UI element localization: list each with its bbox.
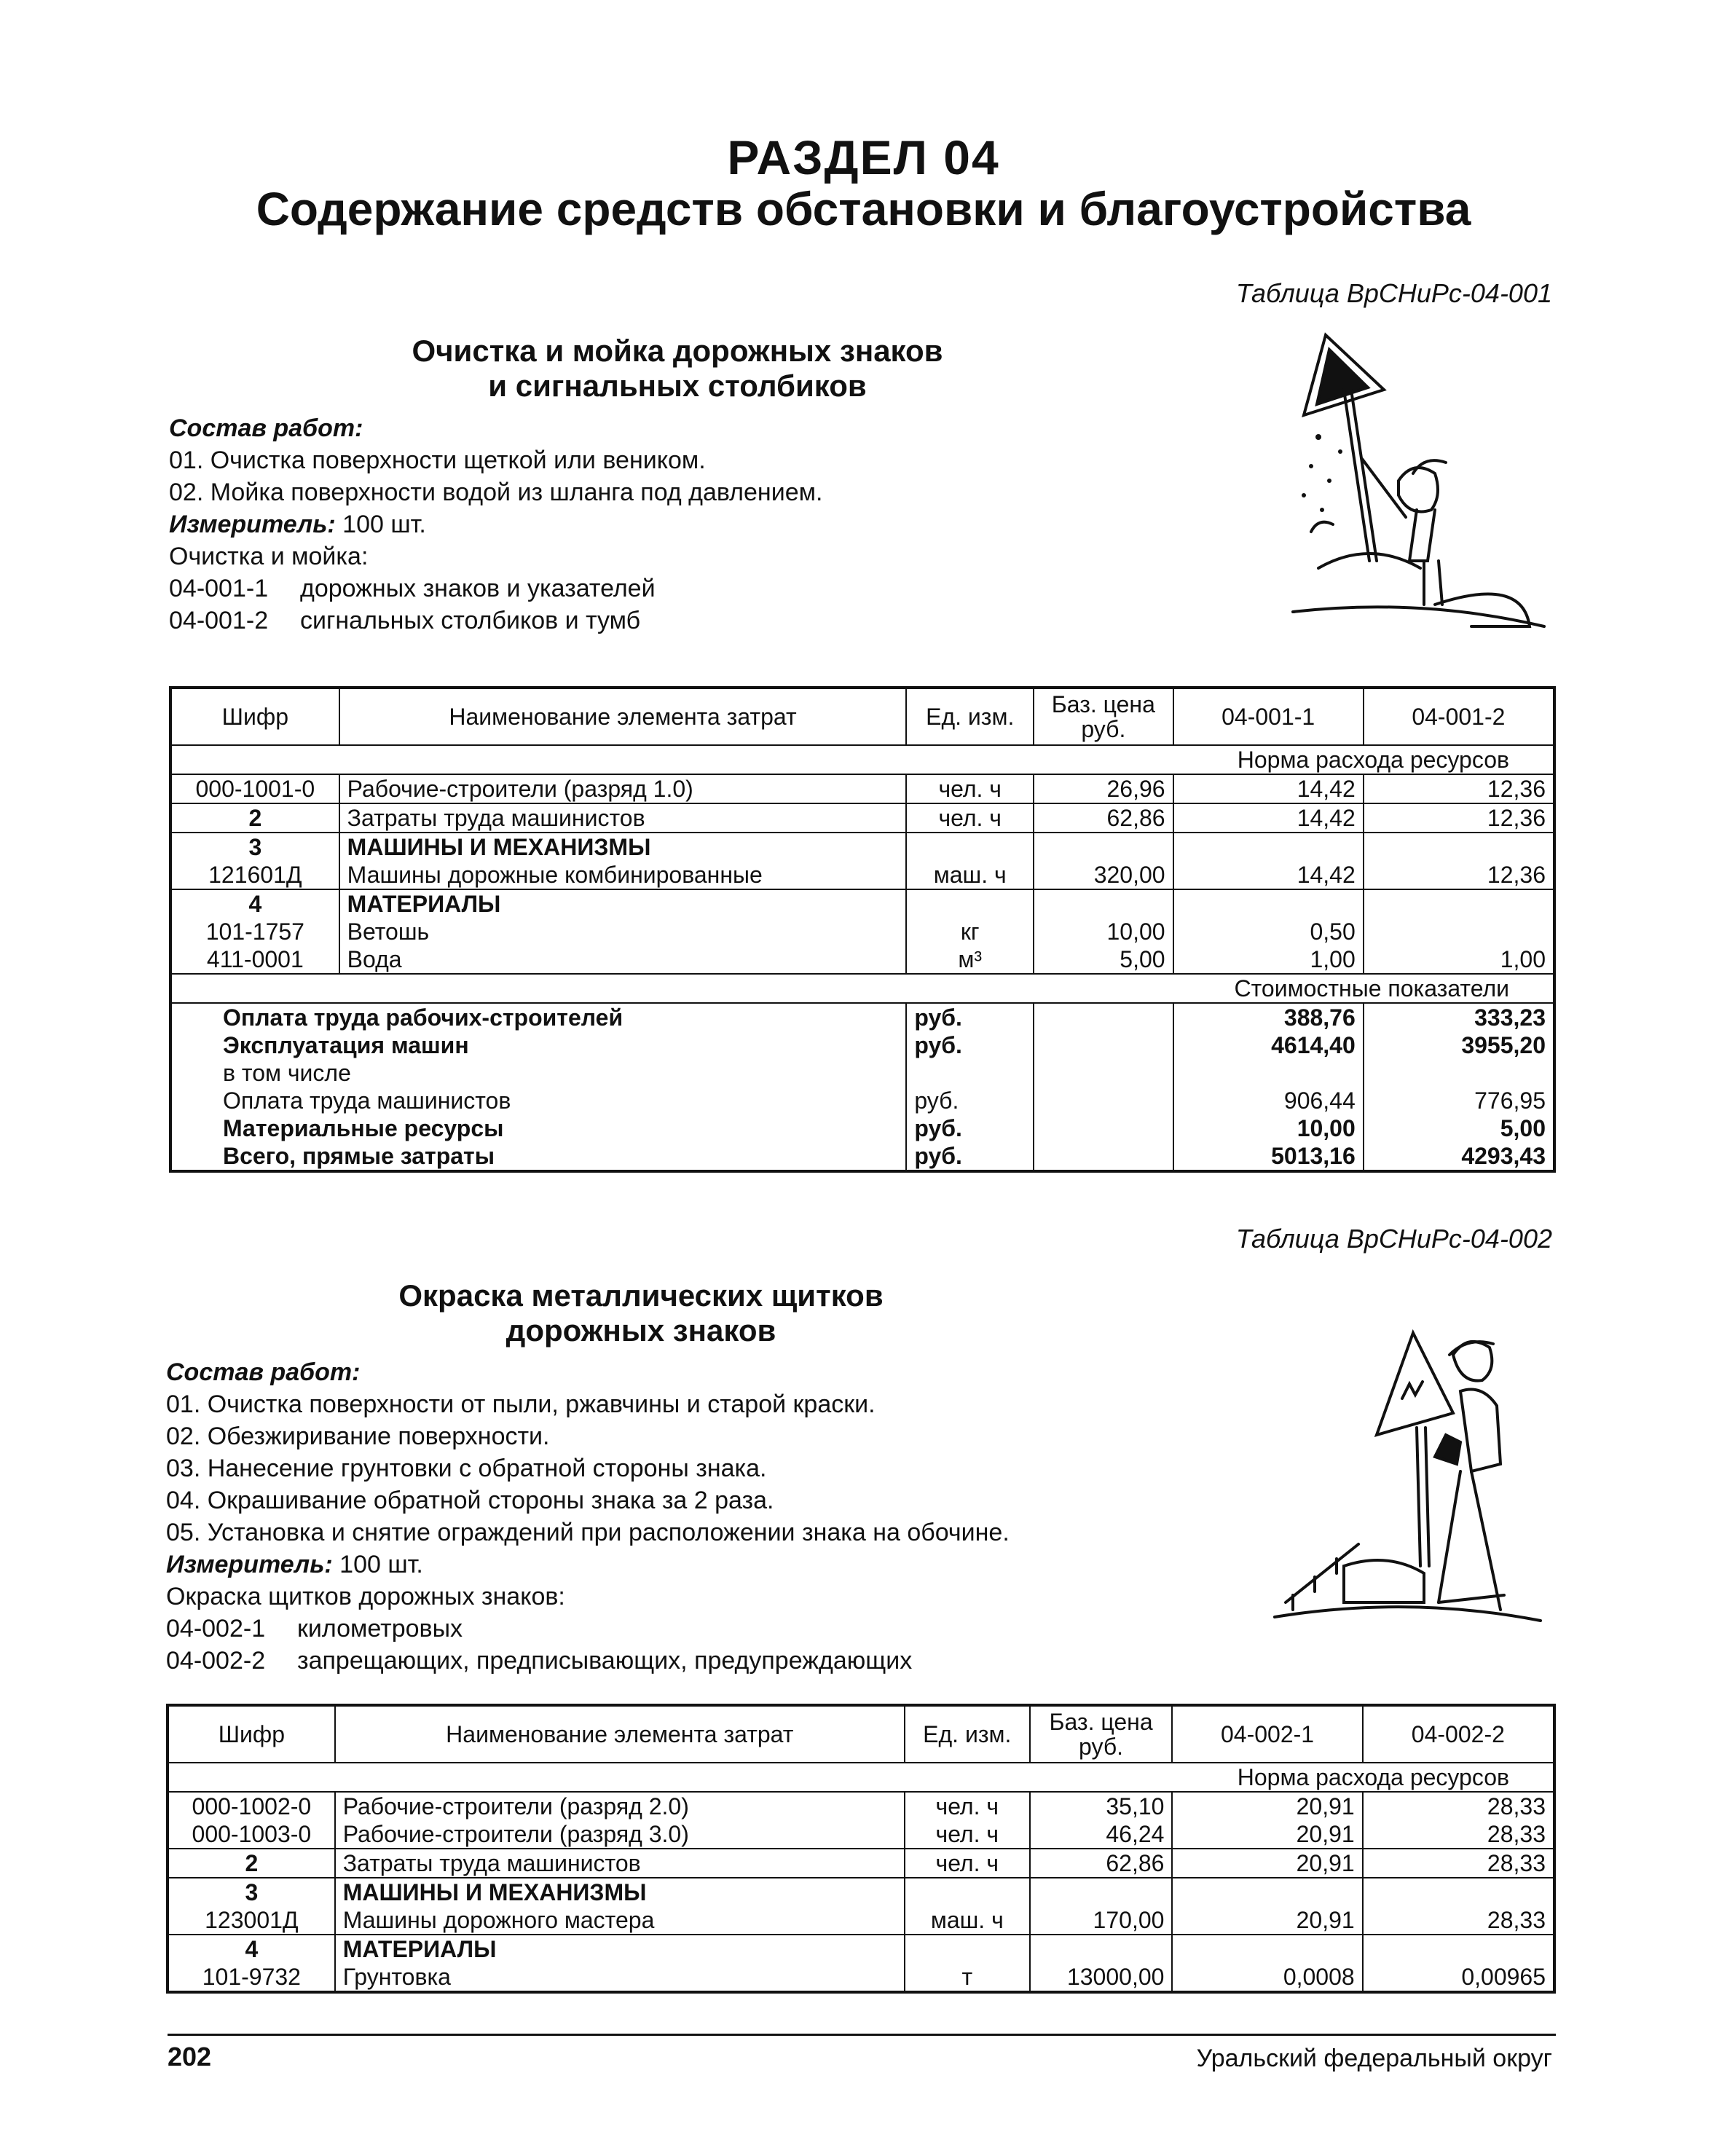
section-title: Содержание средств обстановки и благоустройства (256, 183, 1471, 235)
cost-row (170, 1087, 1554, 1114)
cost-row (170, 1142, 1554, 1171)
cost-row (170, 1114, 1554, 1142)
cell-v2: 12,36 (1364, 861, 1554, 889)
cell-name: Затраты труда машинистов (335, 1849, 905, 1878)
measure-value: 100 шт. (332, 1551, 423, 1578)
cell-v1: 20,91 (1172, 1849, 1362, 1878)
works-label: Состав работ: (166, 1358, 361, 1386)
cost-v1: 388,76 (1173, 1003, 1364, 1031)
cell-unit: т (905, 1963, 1030, 1992)
footer-divider (168, 2034, 1556, 2036)
sign-painting-illustration (1271, 1326, 1548, 1632)
cell-v2: 1,00 (1364, 945, 1554, 974)
cell-unit: м³ (906, 945, 1034, 974)
variant-text: километровых (297, 1615, 463, 1642)
cell-code: 000-1001-0 (170, 774, 339, 803)
work-item: 02. Мойка поверхности водой из шланга под давлением. (169, 479, 823, 506)
col-header-variant1: 04-001-1 (1173, 688, 1364, 745)
col-header-price: Баз. цена руб. (1034, 688, 1173, 745)
cost-v1 (1173, 1059, 1364, 1087)
cell-unit: чел. ч (906, 774, 1034, 803)
cost-unit: руб. (906, 1003, 1034, 1031)
col-header-code: Шифр (168, 1705, 335, 1763)
cost-price (1034, 1003, 1173, 1031)
works-label: Состав работ: (169, 414, 363, 442)
cell-price (1034, 889, 1173, 918)
table-row (168, 1820, 1554, 1849)
table-row (170, 833, 1554, 861)
cell-v1: 14,42 (1173, 861, 1364, 889)
table-row (168, 1849, 1554, 1878)
cell-price: 46,24 (1030, 1820, 1173, 1849)
cost-v2: 333,23 (1364, 1003, 1554, 1031)
section-number: РАЗДЕЛ 04 (727, 130, 1000, 184)
work-item: 03. Нанесение грунтовки с обратной стороны знака. (166, 1455, 767, 1482)
work-item: 05. Установка и снятие ограждений при расположении знака на обочине. (166, 1519, 1010, 1546)
col-header-price: Баз. цена руб. (1030, 1705, 1173, 1763)
cell-unit (906, 889, 1034, 918)
variant-text: сигнальных столбиков и тумб (300, 607, 641, 634)
table2-title (240, 1278, 1042, 1348)
cell-v2 (1364, 918, 1554, 945)
resource-table-2 (166, 1704, 1556, 1994)
cost-v2 (1364, 1059, 1554, 1087)
variant-code: 04-002-2 (166, 1647, 266, 1675)
variant-item (169, 573, 822, 605)
table-row (170, 918, 1554, 945)
scope-intro: Очистка и мойка: (169, 543, 369, 570)
cell-code: 101-1757 (170, 918, 339, 945)
cell-v2 (1363, 1935, 1554, 1963)
table2-title-line1: Окраска металлических щитков (398, 1278, 884, 1313)
page-number: 202 (168, 2042, 212, 2072)
cell-name: МАТЕРИАЛЫ (339, 889, 907, 918)
cell-v2: 28,33 (1363, 1792, 1554, 1820)
cost-v1: 4614,40 (1173, 1031, 1364, 1059)
cell-v2: 0,00965 (1363, 1963, 1554, 1992)
cell-v1: 20,91 (1172, 1906, 1362, 1935)
cell-price (1030, 1878, 1173, 1906)
cell-v1: 1,00 (1173, 945, 1364, 974)
cell-code: 000-1002-0 (168, 1792, 335, 1820)
cell-name: Рабочие-строители (разряд 1.0) (339, 774, 907, 803)
cell-name: МАШИНЫ И МЕХАНИЗМЫ (335, 1878, 905, 1906)
cell-v1: 14,42 (1173, 774, 1364, 803)
cell-code: 121601Д (170, 861, 339, 889)
table-row (168, 1906, 1554, 1935)
table1-reference: Таблица ВрСНиРс-04-001 (1235, 278, 1552, 308)
cost-name: Оплата труда машинистов (170, 1087, 906, 1114)
cell-code: 3 (168, 1878, 335, 1906)
variant-text: запрещающих, предписывающих, предупреждающих (297, 1647, 913, 1675)
cell-price: 26,96 (1034, 774, 1173, 803)
cell-price: 10,00 (1034, 918, 1173, 945)
table-row (168, 1792, 1554, 1820)
cell-v2: 28,33 (1363, 1849, 1554, 1878)
cost-row (170, 1031, 1554, 1059)
cost-price (1034, 1059, 1173, 1087)
cell-v1: 0,50 (1173, 918, 1364, 945)
col-header-unit: Ед. изм. (905, 1705, 1030, 1763)
cell-unit (906, 833, 1034, 861)
measure-value: 100 шт. (335, 511, 426, 538)
cost-v2: 4293,43 (1364, 1142, 1554, 1171)
footer-region: Уральский федеральный округ (1196, 2045, 1552, 2072)
col-header-code: Шифр (170, 688, 339, 745)
cell-name: Затраты труда машинистов (339, 803, 907, 833)
cell-name: Ветошь (339, 918, 907, 945)
cell-v1: 20,91 (1172, 1792, 1362, 1820)
cell-code: 123001Д (168, 1906, 335, 1935)
cost-name: Всего, прямые затраты (170, 1142, 906, 1171)
cost-v2: 5,00 (1364, 1114, 1554, 1142)
cost-unit: руб. (906, 1031, 1034, 1059)
cell-price: 5,00 (1034, 945, 1173, 974)
cell-price: 62,86 (1034, 803, 1173, 833)
cost-name: Материальные ресурсы (170, 1114, 906, 1142)
cell-unit (905, 1878, 1030, 1906)
cost-price (1034, 1031, 1173, 1059)
cost-v1: 906,44 (1173, 1087, 1364, 1114)
cell-name: Вода (339, 945, 907, 974)
cell-price: 320,00 (1034, 861, 1173, 889)
cell-v2: 12,36 (1364, 803, 1554, 833)
cell-v2: 28,33 (1363, 1820, 1554, 1849)
table-header-row (170, 688, 1554, 745)
cell-price (1030, 1935, 1173, 1963)
cost-price (1034, 1087, 1173, 1114)
cost-unit: руб. (906, 1142, 1034, 1171)
table1-title (277, 334, 1078, 404)
measure-label: Измеритель: (169, 511, 336, 538)
cost-unit (906, 1059, 1034, 1087)
cell-name: Машины дорожного мастера (335, 1906, 905, 1935)
table-row (168, 1878, 1554, 1906)
cell-unit: маш. ч (905, 1906, 1030, 1935)
work-item: 01. Очистка поверхности от пыли, ржавчины и старой краски. (166, 1390, 876, 1418)
cell-unit (905, 1935, 1030, 1963)
cost-name: Оплата труда рабочих-строителей (170, 1003, 906, 1031)
col-header-variant2: 04-001-2 (1364, 688, 1554, 745)
cell-v2 (1363, 1878, 1554, 1906)
table-row (168, 1963, 1554, 1992)
work-item: 02. Обезжиривание поверхности. (166, 1423, 550, 1450)
cost-header-row (170, 974, 1554, 1003)
cell-price: 62,86 (1030, 1849, 1173, 1878)
norm-label: Норма расхода ресурсов (170, 745, 1554, 774)
cell-v1: 14,42 (1173, 803, 1364, 833)
table-row (170, 889, 1554, 918)
scope-intro: Окраска щитков дорожных знаков: (166, 1583, 565, 1610)
measure-line (169, 508, 822, 540)
table1-title-line1: Очистка и мойка дорожных знаков (412, 334, 943, 368)
cell-code: 000-1003-0 (168, 1820, 335, 1849)
col-header-variant1: 04-002-1 (1172, 1705, 1362, 1763)
table-row (170, 945, 1554, 974)
sign-washing-illustration (1289, 320, 1551, 641)
cell-code: 4 (168, 1935, 335, 1963)
table1-title-line2: и сигнальных столбиков (488, 369, 867, 403)
variant-item (166, 1645, 1010, 1677)
cell-name: Грунтовка (335, 1963, 905, 1992)
cell-v1 (1173, 889, 1364, 918)
cell-v2: 12,36 (1364, 774, 1554, 803)
table2-work-description (166, 1356, 1010, 1677)
cost-v2: 3955,20 (1364, 1031, 1554, 1059)
cost-label: Стоимостные показатели (170, 974, 1554, 1003)
cost-price (1034, 1142, 1173, 1171)
col-header-variant2: 04-002-2 (1363, 1705, 1554, 1763)
col-header-name: Наименование элемента затрат (335, 1705, 905, 1763)
table2-title-line2: дорожных знаков (505, 1313, 776, 1348)
variant-code: 04-002-1 (166, 1615, 266, 1642)
table2-reference: Таблица ВрСНиРс-04-002 (1235, 1224, 1552, 1254)
norm-header-row (168, 1763, 1554, 1792)
cell-unit: маш. ч (906, 861, 1034, 889)
cost-name: Эксплуатация машин (170, 1031, 906, 1059)
cell-code: 4 (170, 889, 339, 918)
cell-v2 (1364, 889, 1554, 918)
norm-header-row (170, 745, 1554, 774)
variant-code: 04-001-1 (169, 575, 269, 602)
table1-work-description (169, 412, 822, 637)
cell-unit: чел. ч (905, 1849, 1030, 1878)
cell-v1: 20,91 (1172, 1820, 1362, 1849)
cell-code: 2 (168, 1849, 335, 1878)
cell-v1: 0,0008 (1172, 1963, 1362, 1992)
variant-item (169, 605, 822, 637)
work-item: 04. Окрашивание обратной стороны знака за 2 раза. (166, 1487, 774, 1514)
cell-v1 (1172, 1935, 1362, 1963)
variant-text: дорожных знаков и указателей (300, 575, 656, 602)
cost-price (1034, 1114, 1173, 1142)
measure-label: Измеритель: (166, 1551, 333, 1578)
cell-unit: чел. ч (906, 803, 1034, 833)
work-item: 01. Очистка поверхности щеткой или веником. (169, 446, 706, 474)
cost-v1: 10,00 (1173, 1114, 1364, 1142)
cell-name: Рабочие-строители (разряд 2.0) (335, 1792, 905, 1820)
cost-row (170, 1059, 1554, 1087)
table-row (168, 1935, 1554, 1963)
cell-code: 101-9732 (168, 1963, 335, 1992)
cell-unit: кг (906, 918, 1034, 945)
variant-item (166, 1613, 1010, 1645)
cost-unit: руб. (906, 1114, 1034, 1142)
cell-code: 2 (170, 803, 339, 833)
cell-price: 13000,00 (1030, 1963, 1173, 1992)
cost-v2: 776,95 (1364, 1087, 1554, 1114)
cell-name: МАТЕРИАЛЫ (335, 1935, 905, 1963)
table-row (170, 861, 1554, 889)
cost-unit: руб. (906, 1087, 1034, 1114)
variant-code: 04-001-2 (169, 607, 269, 634)
col-header-unit: Ед. изм. (906, 688, 1034, 745)
cell-code: 3 (170, 833, 339, 861)
cell-v2: 28,33 (1363, 1906, 1554, 1935)
cell-v1 (1172, 1878, 1362, 1906)
cost-v1: 5013,16 (1173, 1142, 1364, 1171)
cell-price (1034, 833, 1173, 861)
col-header-name: Наименование элемента затрат (339, 688, 907, 745)
measure-line (166, 1549, 1010, 1581)
cost-name: в том числе (170, 1059, 906, 1087)
cell-v2 (1364, 833, 1554, 861)
table-row (170, 774, 1554, 803)
cell-name: МАШИНЫ И МЕХАНИЗМЫ (339, 833, 907, 861)
cell-price: 170,00 (1030, 1906, 1173, 1935)
norm-label: Норма расхода ресурсов (168, 1763, 1554, 1792)
cell-name: Рабочие-строители (разряд 3.0) (335, 1820, 905, 1849)
cell-unit: чел. ч (905, 1792, 1030, 1820)
table-row (170, 803, 1554, 833)
resource-table-1 (169, 686, 1556, 1173)
cell-unit: чел. ч (905, 1820, 1030, 1849)
cell-v1 (1173, 833, 1364, 861)
cell-code: 411-0001 (170, 945, 339, 974)
cell-name: Машины дорожные комбинированные (339, 861, 907, 889)
table-header-row (168, 1705, 1554, 1763)
cost-row (170, 1003, 1554, 1031)
cell-price: 35,10 (1030, 1792, 1173, 1820)
